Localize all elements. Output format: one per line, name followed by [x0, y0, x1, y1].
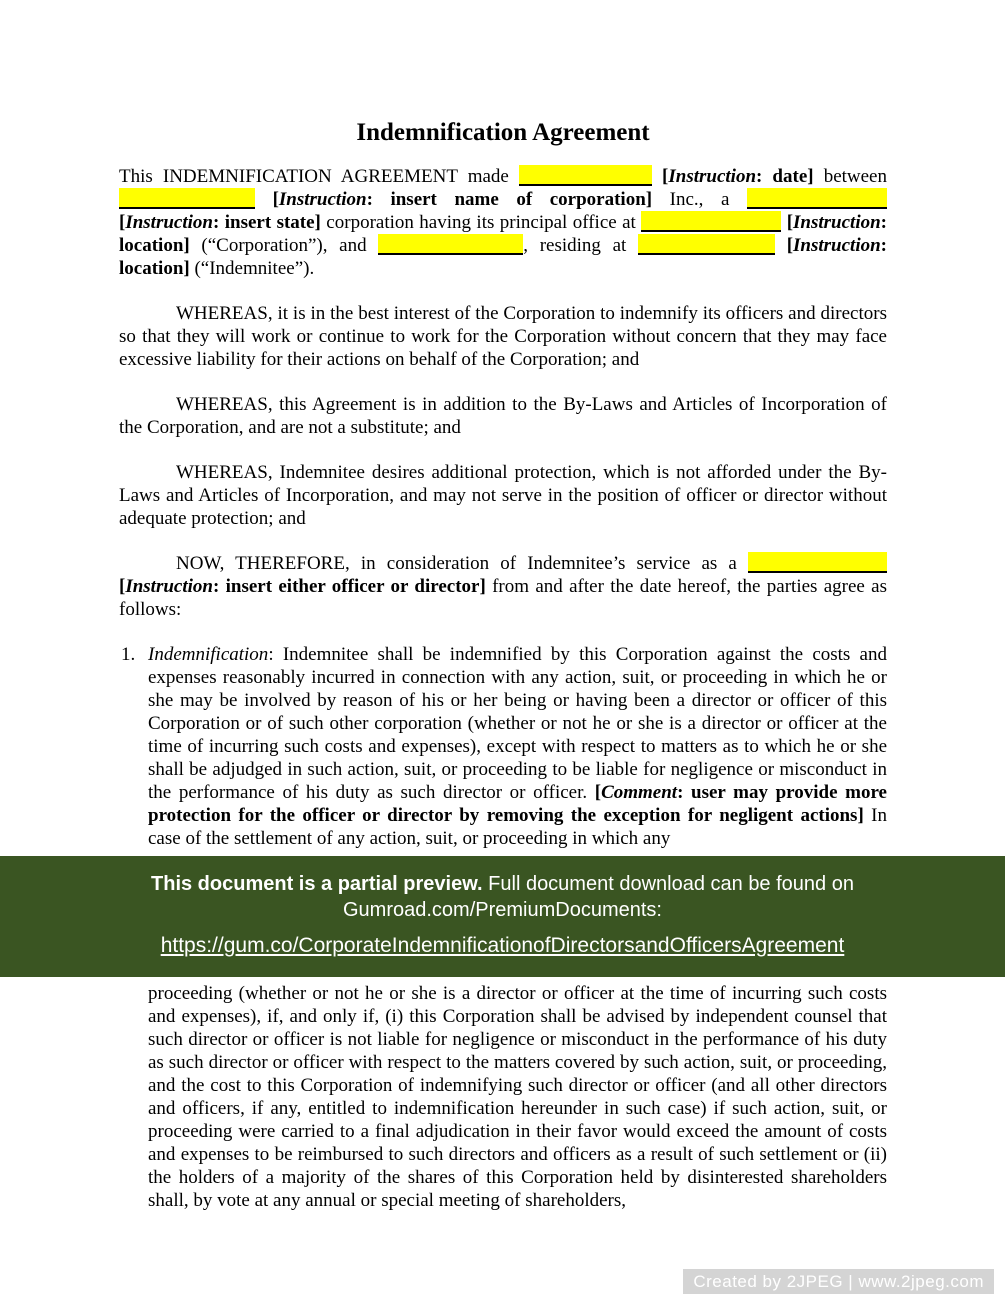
text-run: : insert either officer or director]	[212, 576, 486, 597]
highlighted-blank-field	[519, 165, 652, 186]
gumroad-link[interactable]: https://gum.co/CorporateIndemnificationofDirectorsandOfficersAgreement	[160, 934, 845, 957]
text-run: WHEREAS, Indemnitee desires additional protection, which is not afforded under the By-Laws and Articles of Incorporation, and may not serve in the position of officer or director without adequate protection; and	[119, 462, 887, 529]
text-run: Instruction	[793, 235, 881, 256]
list-item-1-continuation	[119, 982, 887, 1212]
now-therefore-paragraph	[119, 552, 887, 621]
text-run: WHEREAS, this Agreement is in addition to the By-Laws and Articles of Incorporation of the Corporation, and are not a substitute; and	[119, 394, 887, 438]
intro-paragraph	[119, 165, 887, 280]
text-run: [	[272, 189, 279, 210]
list-item-1	[119, 643, 887, 850]
text-run: : date]	[756, 166, 814, 187]
text-run: between	[813, 166, 887, 187]
text-run: : insert state]	[212, 212, 321, 233]
text-run	[652, 166, 662, 187]
text-run: Instruction	[793, 212, 881, 233]
text-run: [	[786, 235, 794, 256]
text-run: Inc., a	[652, 189, 748, 210]
text-run: [	[119, 576, 126, 597]
text-run: Instruction	[125, 576, 213, 597]
text-run: proceeding (whether or not he or she is a director or officer at the time of incurring such costs and expenses), if, and only if, (i) this Corporation shall be advised by independent counsel that such director or officer is not liable for negligence or misconduct in the performance of his duty as such director or officer with respect to the matters covered by such action, suit, or proceeding, and the cost to this Corporation of indemnifying such director or officer (and all other directors and officers, if any, entitled to indemnification hereunder in such case) if such action, suit, or proceeding were carried to a final adjudication in their favor would exceed the amount of costs and expenses to be reimbursed to such directors and officers as a result of such settlement or (ii) the holders of a majority of the shares of this Corporation held by disinterested shareholders shall, by vote at any annual or special meeting of shareholders,	[148, 983, 887, 1211]
preview-banner-regular-text: Full document download can be found on Gumroad.com/PremiumDocuments:	[343, 873, 854, 921]
highlighted-blank-field	[638, 234, 775, 255]
highlighted-blank-field	[747, 188, 887, 209]
text-run: : Indemnitee shall be indemnified by this Corporation against the costs and expenses reasonably incurred in connection with any action, suit, or proceeding in which he or she may be involved by reason of his or her being or having been a director or officer of this Corporation or of such other corporation (whether or not he or she is a director or officer at the time of incurring such costs and expenses), except with respect to matters as to which he or she shall be adjudged in such action, suit, or proceeding to be liable for negligence or misconduct in the performance of his duty as such director or officer.	[148, 644, 887, 803]
list-marker: 1.	[121, 644, 136, 665]
text-run: NOW, THEREFORE, in consideration of Indemnitee’s service as a	[176, 553, 748, 574]
preview-banner-message	[73, 871, 933, 923]
text-run: from and after the date hereof, the parties agree as follows:	[119, 576, 887, 620]
document-body-bottom	[119, 982, 887, 1212]
text-run: : user may provide more protection for the officer or director by removing the exception for negligent actions]	[148, 782, 887, 826]
text-run: This INDEMNIFICATION AGREEMENT made	[119, 166, 519, 187]
text-run: [	[594, 782, 602, 803]
text-run: Instruction	[668, 166, 757, 187]
text-run: corporation having its principal office at	[320, 212, 642, 233]
preview-banner	[0, 856, 1005, 977]
text-run: WHEREAS, it is in the best interest of the Corporation to indemnify its officers and directors so that they will work or continue to work for the Corporation without concern that they may face excessive liability for their actions on behalf of the Corporation; and	[119, 303, 887, 370]
text-run: , residing at	[523, 235, 638, 256]
preview-banner-bold-text: This document is a partial preview.	[151, 873, 483, 895]
whereas-paragraph-2	[119, 393, 887, 439]
whereas-paragraph-1	[119, 302, 887, 371]
text-run: (“Indemnitee”).	[189, 258, 315, 279]
text-run: Indemnification	[148, 644, 269, 665]
paragraphs-bottom	[119, 982, 887, 1212]
text-run: : location]	[119, 212, 887, 256]
text-run: : insert name of corporation]	[366, 189, 653, 210]
highlighted-blank-field	[641, 211, 781, 232]
text-run	[775, 235, 787, 256]
text-run: Instruction	[278, 189, 367, 210]
text-run: : location]	[119, 235, 887, 279]
text-run: Comment	[601, 782, 678, 803]
text-run: Instruction	[125, 212, 213, 233]
text-run	[255, 189, 273, 210]
whereas-paragraph-3	[119, 461, 887, 530]
watermark: Created by 2JPEG | www.2jpeg.com	[683, 1269, 994, 1294]
paragraphs-top	[119, 165, 887, 850]
text-run: [	[662, 166, 669, 187]
highlighted-blank-field	[378, 234, 523, 255]
text-run: [	[119, 212, 126, 233]
text-run: [	[786, 212, 794, 233]
preview-banner-content	[73, 871, 933, 959]
highlighted-blank-field	[748, 552, 887, 573]
document-body-top	[119, 0, 887, 850]
document-title: Indemnification Agreement	[356, 119, 650, 146]
text-run: (“Corporation”), and	[189, 235, 379, 256]
highlighted-blank-field	[119, 188, 255, 209]
text-run: In case of the settlement of any action, suit, or proceeding in which any	[148, 805, 887, 849]
